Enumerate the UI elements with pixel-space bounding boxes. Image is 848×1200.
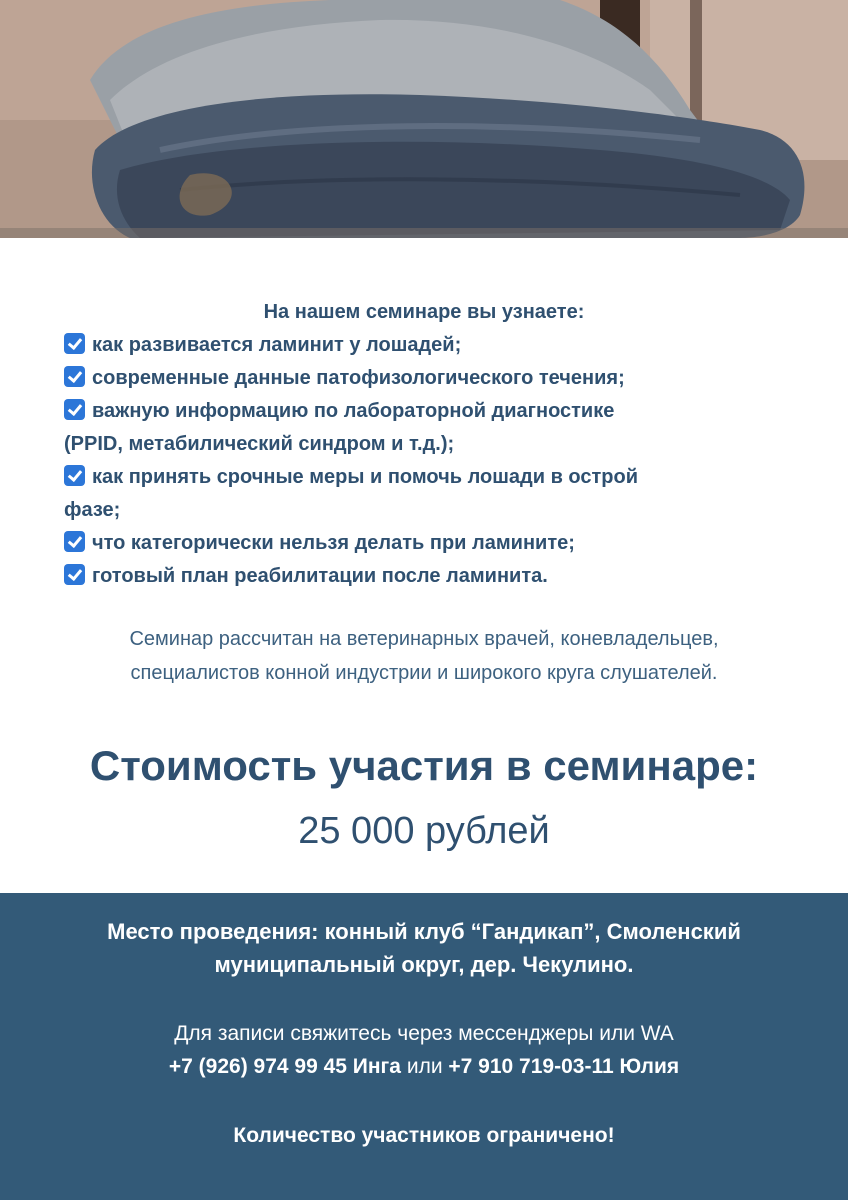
limited-seats-note: Количество участников ограничено! [233,1124,615,1147]
venue-info [24,915,824,981]
hero-photo [0,0,848,238]
checkbox-icon [64,465,85,486]
list-item-continuation: фазе; [64,499,121,521]
phone-link-yulia[interactable]: +7 910 719-03-11 Юлия [448,1055,680,1078]
checkbox-icon [64,333,85,354]
list-item-continuation: (PPID, метабилический синдром и т.д.); [64,433,455,455]
phone-connector: или [406,1055,443,1078]
checkbox-icon [64,399,85,420]
checkbox-icon [64,564,85,585]
price-amount: 25 000 рублей [298,810,550,852]
venue-line: Место проведения: конный клуб “Гандикап”, Смоленский [107,919,741,944]
checkbox-icon [64,366,85,387]
venue-line: муниципальный округ, дер. Чекулино. [214,952,634,977]
list-item: как развивается ламинит у лошадей; [64,329,784,362]
audience-line: Семинар рассчитан на ветеринарных врачей, коневладельцев, [129,628,719,650]
checkbox-icon [64,531,85,552]
list-item: готовый план реабилитации после ламинита. [64,560,784,593]
learning-heading: На нашем семинаре вы узнаете: [263,301,585,323]
phone-link-inga[interactable]: +7 (926) 974 99 45 Инга [168,1055,401,1078]
audience-note [40,622,808,690]
audience-line: специалистов конной индустрии и широкого круга слушателей. [130,662,718,684]
phone-line [24,1050,824,1083]
learning-points [64,296,784,593]
price-heading: Стоимость участия в семинаре: [89,742,759,789]
contact-instructions: Для записи свяжитесь через мессенджеры или WA [174,1022,674,1045]
list-item: как принять срочные меры и помочь лошади в острой [64,461,784,494]
list-item: современные данные патофизологического течения; [64,362,784,395]
contact-info [24,1017,824,1083]
contact-panel [0,893,848,1200]
hoof-illustration [0,0,848,238]
list-item: важную информацию по лабораторной диагностике [64,395,784,428]
list-item: что категорически нельзя делать при ламините; [64,527,784,560]
